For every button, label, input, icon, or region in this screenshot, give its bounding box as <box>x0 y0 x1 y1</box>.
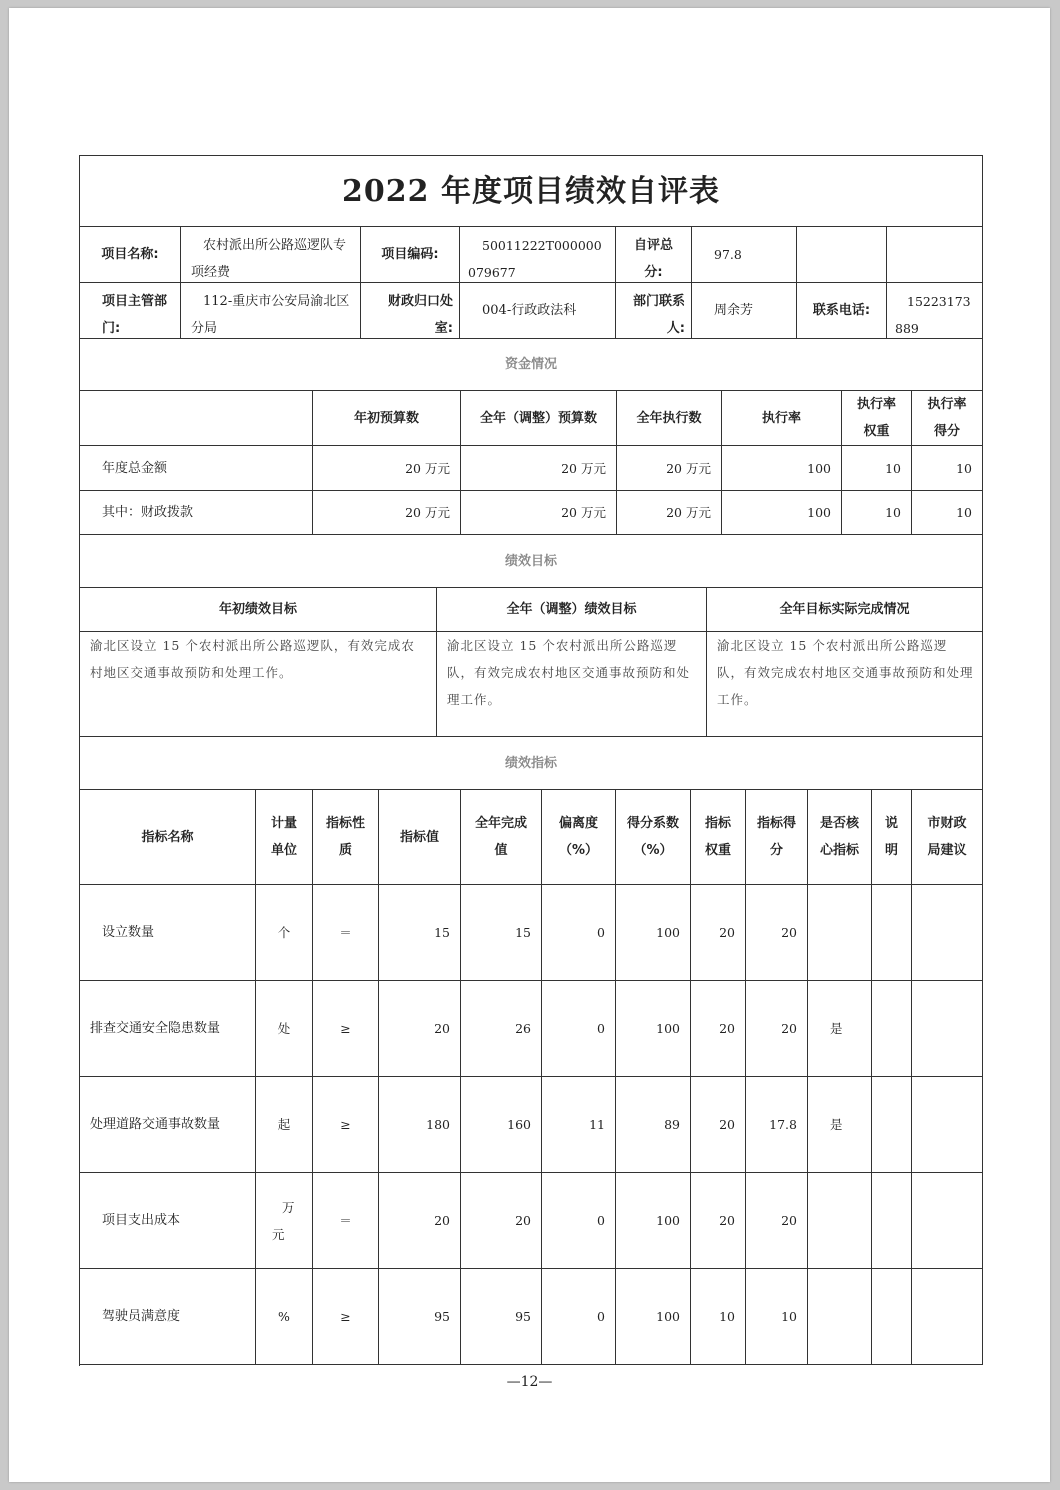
dept-label: 项目主管部门: <box>80 283 181 339</box>
ind-header-unit: 计量单位 <box>256 790 313 885</box>
funds-header-adjusted: 全年（调整）预算数 <box>461 391 617 446</box>
indicator-weight-text: 20 <box>719 1021 735 1036</box>
empty-cell <box>887 227 983 283</box>
indicator-cell-coef <box>616 1269 691 1365</box>
indicator-cell-advice <box>912 1269 983 1365</box>
indicator-score-text: 17.8 <box>769 1117 797 1132</box>
ind-header-coef: 得分系数（%） <box>616 790 691 885</box>
indicator-name-text: 处理道路交通事故数量 <box>90 1117 221 1132</box>
indicator-unit-text: 处 <box>277 1021 291 1036</box>
indicator-cell-core <box>808 981 872 1077</box>
indicator-core-text: 是 <box>830 1021 843 1036</box>
indicator-unit-text: 万元 <box>272 1199 295 1242</box>
indicator-cell-score <box>746 1173 808 1269</box>
indicator-cell-note <box>872 981 912 1077</box>
indicator-coef-text: 100 <box>656 1213 680 1228</box>
ind-header-nature: 指标性质 <box>313 790 379 885</box>
indicator-weight-text: 20 <box>719 1213 735 1228</box>
indicator-score-text: 20 <box>781 925 797 940</box>
indicator-cell-nature <box>313 885 379 981</box>
dept-value: 112-重庆市公安局渝北区分局 <box>181 283 361 339</box>
indicator-actual-text: 160 <box>507 1117 531 1132</box>
indicator-cell-nature <box>313 981 379 1077</box>
ind-header-actual: 全年完成值 <box>461 790 542 885</box>
self-score-label: 自评总分: <box>616 227 692 283</box>
indicator-cell-actual <box>461 1173 542 1269</box>
funds-row-adjusted: 20 万元 <box>461 491 617 535</box>
funds-row-rate: 100 <box>722 491 842 535</box>
indicator-coef-text: 89 <box>664 1117 680 1132</box>
goals-section-title: 绩效目标 <box>80 535 983 588</box>
indicator-core-text: 是 <box>830 1117 843 1132</box>
indicator-name-text: 项目支出成本 <box>102 1213 181 1228</box>
indicator-cell-coef <box>616 1173 691 1269</box>
indicator-cell-actual <box>461 1269 542 1365</box>
indicator-cell-dev <box>542 1269 616 1365</box>
indicator-target-text: 20 <box>434 1213 450 1228</box>
indicator-weight-text: 10 <box>719 1309 735 1324</box>
indicator-cell-advice <box>912 1077 983 1173</box>
indicator-coef-text: 100 <box>656 1309 680 1324</box>
ind-header-deviation: 偏离度（%） <box>542 790 616 885</box>
ind-header-weight: 指标权重 <box>691 790 746 885</box>
indicator-name-text: 排查交通安全隐患数量 <box>90 1021 221 1036</box>
indicator-cell-actual <box>461 981 542 1077</box>
indicator-target-text: 95 <box>434 1309 450 1324</box>
indicator-cell-dev <box>542 885 616 981</box>
funds-header-initial: 年初预算数 <box>313 391 461 446</box>
indicator-cell-nature <box>313 1269 379 1365</box>
goal-adjusted-text: 渝北区设立 15 个农村派出所公路巡逻队，有效完成农村地区交通事故预防和处理工作。 <box>437 632 707 737</box>
indicator-cell-target <box>379 1077 461 1173</box>
funds-row-executed: 20 万元 <box>617 446 722 491</box>
indicator-score-text: 20 <box>781 1213 797 1228</box>
indicator-cell-score <box>746 885 808 981</box>
funds-row-label: 其中：财政拨款 <box>80 491 313 535</box>
indicator-cell-unit <box>256 885 313 981</box>
indicator-coef-text: 100 <box>656 925 680 940</box>
indicator-cell-coef <box>616 981 691 1077</box>
indicator-coef-text: 100 <box>656 1021 680 1036</box>
indicator-name-text: 驾驶员满意度 <box>102 1309 181 1324</box>
indicator-cell-note <box>872 1269 912 1365</box>
ind-header-target: 指标值 <box>379 790 461 885</box>
indicator-weight-text: 20 <box>719 1117 735 1132</box>
indicator-cell-unit <box>256 1269 313 1365</box>
indicator-dev-text: 0 <box>597 1309 605 1324</box>
indicator-cell-advice <box>912 1173 983 1269</box>
indicator-cell-name <box>80 1269 256 1365</box>
funds-header-rate: 执行率 <box>722 391 842 446</box>
empty-cell <box>797 227 887 283</box>
indicator-cell-note <box>872 885 912 981</box>
indicator-cell-core <box>808 1077 872 1173</box>
indicator-unit-text: 个 <box>277 925 291 940</box>
indicator-actual-text: 95 <box>515 1309 531 1324</box>
contact-value: 周余芳 <box>692 283 797 339</box>
indicator-nature-text: ＝ <box>339 925 352 940</box>
indicator-score-text: 20 <box>781 1021 797 1036</box>
indicator-dev-text: 11 <box>589 1117 605 1132</box>
finance-value: 004-行政政法科 <box>460 283 616 339</box>
ind-header-advice: 市财政局建议 <box>912 790 983 885</box>
indicator-cell-target <box>379 981 461 1077</box>
funds-header-blank <box>80 391 313 446</box>
funds-row-adjusted: 20 万元 <box>461 446 617 491</box>
goal-initial-text: 渝北区设立 15 个农村派出所公路巡逻队，有效完成农村地区交通事故预防和处理工作。 <box>80 632 437 737</box>
indicator-cell-score <box>746 1077 808 1173</box>
indicator-cell-name <box>80 885 256 981</box>
funds-row-weight: 10 <box>842 491 912 535</box>
funds-row-executed: 20 万元 <box>617 491 722 535</box>
indicator-cell-weight <box>691 1077 746 1173</box>
ind-header-note: 说明 <box>872 790 912 885</box>
funds-row-initial: 20 万元 <box>313 446 461 491</box>
project-name-label: 项目名称: <box>80 227 181 283</box>
project-name-value: 农村派出所公路巡逻队专项经费 <box>181 227 361 283</box>
indicator-actual-text: 26 <box>515 1021 531 1036</box>
funds-row-initial: 20 万元 <box>313 491 461 535</box>
indicators-section-title: 绩效指标 <box>80 737 983 790</box>
phone-label: 联系电话: <box>797 283 887 339</box>
goal-actual-text: 渝北区设立 15 个农村派出所公路巡逻队，有效完成农村地区交通事故预防和处理工作。 <box>707 632 983 737</box>
indicator-actual-text: 20 <box>515 1213 531 1228</box>
page-title: 2022 年度项目绩效自评表 <box>80 156 983 227</box>
indicator-cell-name <box>80 1077 256 1173</box>
indicator-unit-text: 起 <box>277 1117 291 1132</box>
indicator-target-text: 15 <box>434 925 450 940</box>
indicator-target-text: 20 <box>434 1021 450 1036</box>
project-code-value: 50011222T000000079677 <box>460 227 616 283</box>
ind-header-score: 指标得分 <box>746 790 808 885</box>
indicator-cell-coef <box>616 885 691 981</box>
phone-value: 15223173889 <box>887 283 983 339</box>
funds-section-title: 资金情况 <box>80 339 983 391</box>
ind-header-name: 指标名称 <box>80 790 256 885</box>
document-page <box>9 8 1050 1482</box>
indicator-cell-name <box>80 981 256 1077</box>
project-code-label: 项目编码: <box>361 227 460 283</box>
indicator-nature-text: ≥ <box>340 1309 351 1324</box>
page-number: —12— <box>506 1374 553 1390</box>
indicator-dev-text: 0 <box>597 1021 605 1036</box>
indicator-dev-text: 0 <box>597 1213 605 1228</box>
indicator-name-text: 设立数量 <box>102 925 155 940</box>
ind-header-core: 是否核心指标 <box>808 790 872 885</box>
funds-row-label: 年度总金额 <box>80 446 313 491</box>
indicator-cell-actual <box>461 885 542 981</box>
goals-header-adjusted: 全年（调整）绩效目标 <box>437 588 707 632</box>
indicator-unit-text: % <box>278 1309 290 1324</box>
funds-row-rate: 100 <box>722 446 842 491</box>
indicator-cell-dev <box>542 1173 616 1269</box>
funds-row-score: 10 <box>912 491 983 535</box>
indicator-cell-note <box>872 1077 912 1173</box>
funds-header-executed: 全年执行数 <box>617 391 722 446</box>
indicator-cell-weight <box>691 885 746 981</box>
indicator-nature-text: ≥ <box>340 1021 351 1036</box>
indicator-cell-weight <box>691 1173 746 1269</box>
indicator-cell-target <box>379 885 461 981</box>
indicator-cell-actual <box>461 1077 542 1173</box>
indicator-cell-target <box>379 1173 461 1269</box>
indicator-cell-score <box>746 981 808 1077</box>
indicator-cell-unit <box>256 1173 313 1269</box>
indicator-cell-core <box>808 885 872 981</box>
indicator-cell-nature <box>313 1077 379 1173</box>
indicator-actual-text: 15 <box>515 925 531 940</box>
funds-row-weight: 10 <box>842 446 912 491</box>
indicator-weight-text: 20 <box>719 925 735 940</box>
indicator-nature-text: ≥ <box>340 1117 351 1132</box>
self-score-value: 97.8 <box>692 227 797 283</box>
indicator-cell-unit <box>256 1077 313 1173</box>
indicator-cell-weight <box>691 981 746 1077</box>
indicator-score-text: 10 <box>781 1309 797 1324</box>
funds-header-weight: 执行率权重 <box>842 391 912 446</box>
goals-header-initial: 年初绩效目标 <box>80 588 437 632</box>
indicator-cell-dev <box>542 981 616 1077</box>
indicator-dev-text: 0 <box>597 925 605 940</box>
funds-row-score: 10 <box>912 446 983 491</box>
indicator-cell-score <box>746 1269 808 1365</box>
indicator-cell-core <box>808 1269 872 1365</box>
indicator-cell-nature <box>313 1173 379 1269</box>
indicator-cell-name <box>80 1173 256 1269</box>
indicator-cell-unit <box>256 981 313 1077</box>
goals-header-actual: 全年目标实际完成情况 <box>707 588 983 632</box>
indicator-cell-dev <box>542 1077 616 1173</box>
indicator-cell-advice <box>912 885 983 981</box>
indicator-nature-text: ＝ <box>339 1213 352 1228</box>
indicator-target-text: 180 <box>426 1117 450 1132</box>
indicator-cell-core <box>808 1173 872 1269</box>
indicator-cell-weight <box>691 1269 746 1365</box>
indicator-cell-note <box>872 1173 912 1269</box>
indicator-cell-coef <box>616 1077 691 1173</box>
funds-header-score: 执行率得分 <box>912 391 983 446</box>
contact-label: 部门联系人: <box>616 283 692 339</box>
indicator-cell-advice <box>912 981 983 1077</box>
indicator-cell-target <box>379 1269 461 1365</box>
finance-label: 财政归口处室: <box>361 283 460 339</box>
